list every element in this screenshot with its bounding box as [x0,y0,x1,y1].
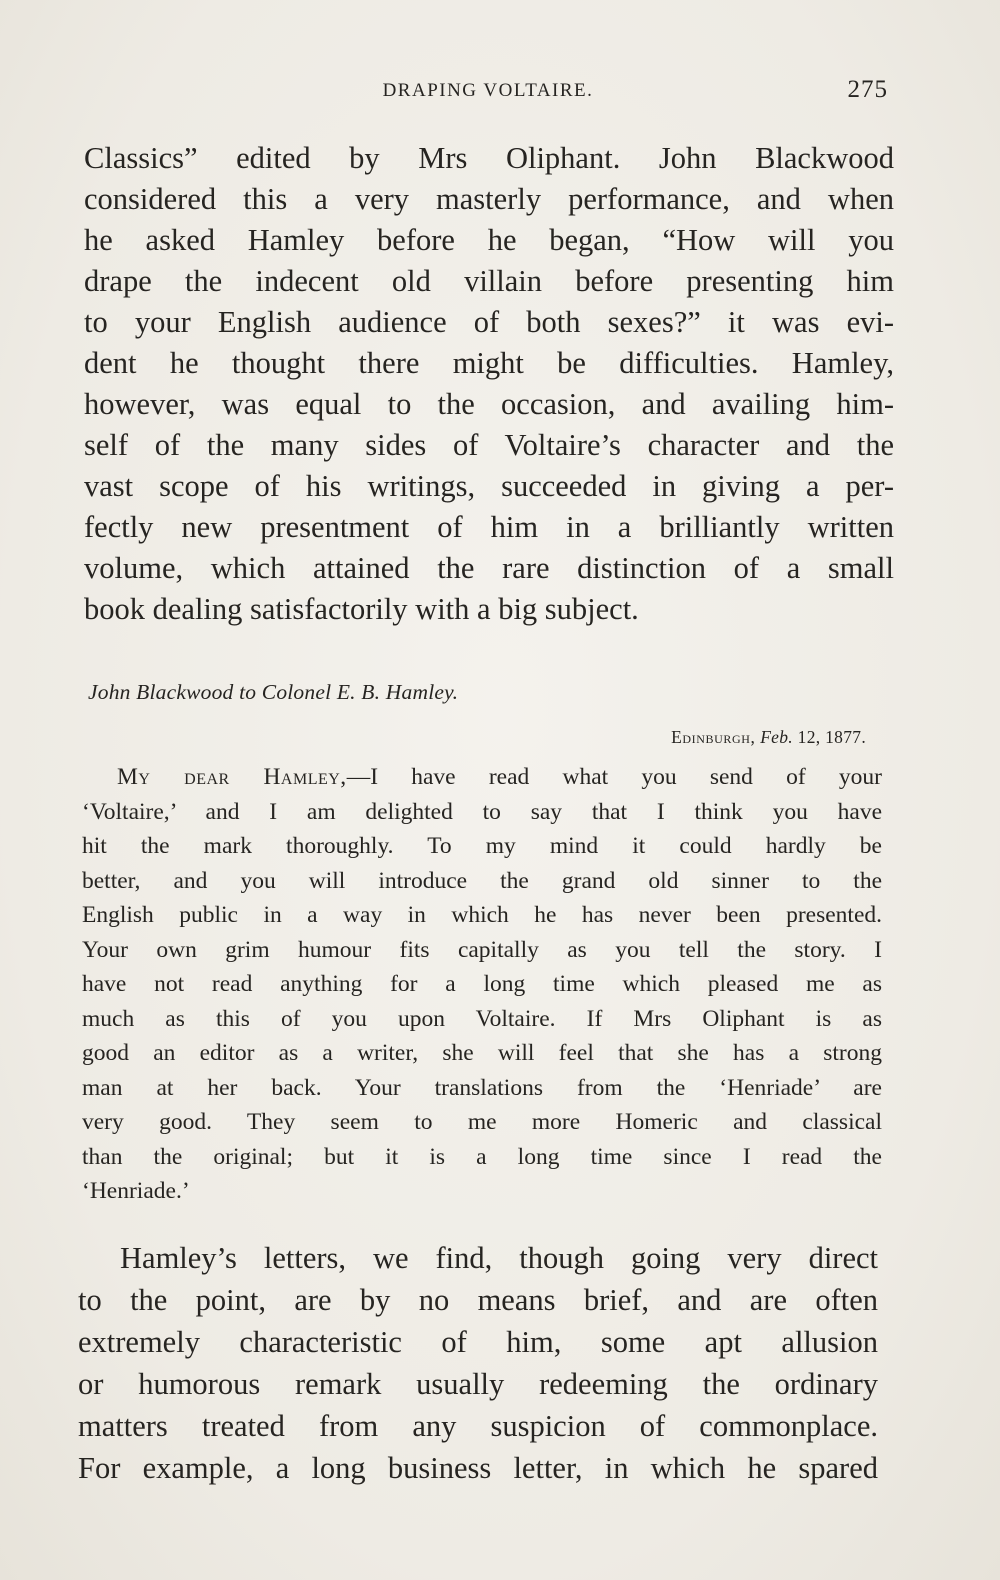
letter-line: than the original; but it is a long time since I read the [82,1143,882,1170]
paragraph-voltaire-volume [84,138,894,630]
text-line: extremely characteristic of him, some apt allusion [78,1325,878,1359]
text-line: Hamley’s letters, we find, though going very direct [120,1241,878,1275]
letter-date-rest: 12, 1877. [797,727,866,747]
letter-heading: John Blackwood to Colonel E. B. Hamley. [88,680,459,704]
page-number: 275 [847,76,888,103]
text-line: volume, which attained the rare distinction of a small [84,551,894,585]
text-line: he asked Hamley before he began, “How will you [84,223,894,257]
letter-line: ‘Henriade.’ [82,1178,190,1204]
text-line: drape the indecent old villain before presenting him [84,264,894,298]
text-line: however, was equal to the occasion, and availing him- [84,387,894,421]
text-line: self of the many sides of Voltaire’s character and the [84,428,894,462]
letter-line: better, and you will introduce the grand old sinner to the [82,867,882,894]
letter-line: have not read anything for a long time which pleased me as [82,971,882,997]
letter-line: English public in a way in which he has never been presented. [82,902,882,928]
running-title: DRAPING VOLTAIRE. [382,80,594,101]
letter-line: hit the mark thoroughly. To my mind it could hardly be [82,833,882,859]
letter-line: ‘Voltaire,’ and I am delighted to say that I think you have [82,798,882,825]
running-head [84,76,892,106]
letter-first-line [82,760,882,795]
letter-line: much as this of you upon Voltaire. If Mrs Oliphant is as [82,1005,882,1032]
text-line: Classics” edited by Mrs Oliphant. John Blackwood [84,141,894,175]
text-line: For example, a long business letter, in which he spared [78,1451,878,1485]
letter-body [82,760,882,1209]
text-line: to your English audience of both sexes?” it was evi- [84,305,894,339]
text-line: dent he thought there might be difficulties. Hamley, [84,346,894,380]
letter-line: Your own grim humour fits capitally as you tell the story. I [82,936,882,963]
letter-place: Edinburgh, [671,727,756,747]
letter-line: very good. They seem to me more Homeric and classical [82,1109,882,1135]
letter-first-line-text: —I have read what you send of your [346,764,882,790]
letter-date-month: Feb. [760,727,793,747]
letter-salutation: My dear Hamley, [117,764,347,790]
text-line: matters treated from any suspicion of commonplace. [78,1409,878,1443]
text-line: or humorous remark usually redeeming the ordinary [78,1367,878,1401]
text-line: fectly new presentment of him in a brilliantly written [84,510,894,544]
text-line: considered this a very masterly performance, and when [84,182,894,216]
text-line: book dealing satisfactorily with a big subject. [84,592,639,626]
text-line: to the point, are by no means brief, and are often [78,1283,878,1317]
letter-line: good an editor as a writer, she will feel that she has a strong [82,1040,882,1066]
letter-dateline [671,727,866,748]
paragraph-hamley-letters [78,1237,878,1489]
text-line: vast scope of his writings, succeeded in giving a per- [84,469,894,503]
letter-line: man at her back. Your translations from the ‘Henriade’ are [82,1074,882,1101]
